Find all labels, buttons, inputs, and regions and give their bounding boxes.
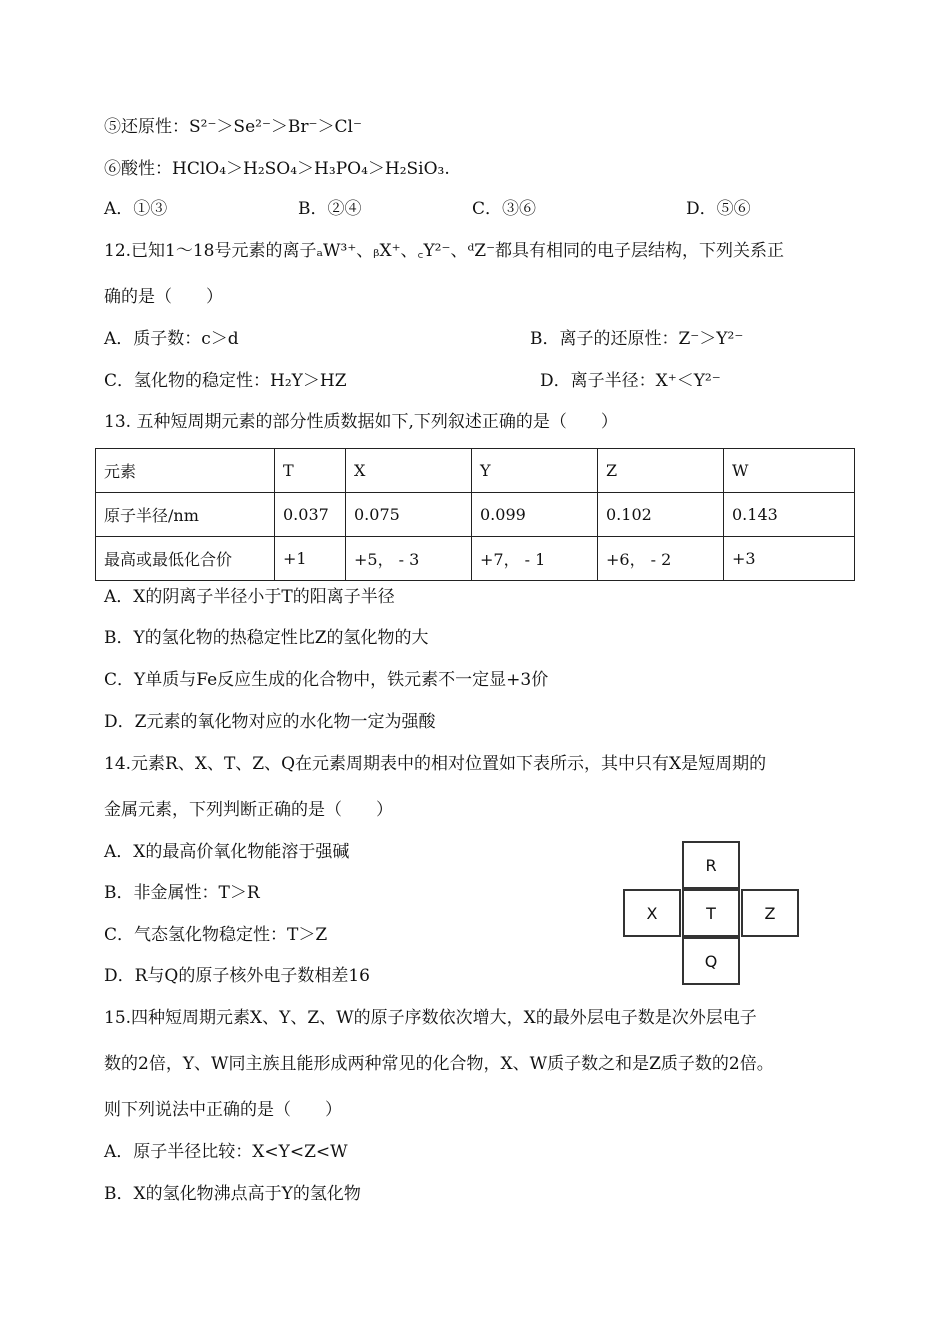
table-cell: +3 xyxy=(724,537,855,581)
q12-stem-line2: 确的是（ ） xyxy=(104,287,223,307)
q11-option-a: A．①③ xyxy=(104,199,168,219)
table-row xyxy=(96,493,855,537)
q11-item6: ⑥酸性：HClO₄＞H₂SO₄＞H₃PO₄＞H₂SiO₃. xyxy=(104,159,450,179)
table-cell: 0.143 xyxy=(724,493,855,537)
q12-stem-line1: 12.已知1～18号元素的离子ₐW³⁺、ᵦX⁺、꜀Y²⁻、ᵈZ⁻都具有相同的电子层结构，下列关系正 xyxy=(104,241,785,261)
grid-cell-x: X xyxy=(623,889,681,937)
table-cell: 最高或最低化合价 xyxy=(96,537,275,581)
q11-option-c: C．③⑥ xyxy=(472,199,537,219)
q11-option-b: B．②④ xyxy=(298,199,362,219)
q14-stem-line2: 金属元素，下列判断正确的是（ ） xyxy=(104,800,393,820)
table-cell: 元素 xyxy=(96,449,275,493)
q14-option-a: A．X的最高价氧化物能溶于强碱 xyxy=(104,842,350,862)
grid-cell-z: Z xyxy=(741,889,799,937)
q14-stem-line1: 14.元素R、X、T、Z、Q在元素周期表中的相对位置如下表所示，其中只有X是短周期的 xyxy=(104,754,767,774)
q12-option-a: A．质子数：c＞d xyxy=(104,329,239,349)
table-cell: Z xyxy=(598,449,724,493)
table-cell: +5， - 3 xyxy=(346,537,472,581)
q15-option-a: A．原子半径比较：X<Y<Z<W xyxy=(104,1142,348,1162)
q13-option-d: D．Z元素的氧化物对应的水化物一定为强酸 xyxy=(104,712,436,732)
table-cell: 0.037 xyxy=(275,493,346,537)
table-cell: W xyxy=(724,449,855,493)
element-properties-table xyxy=(95,448,855,581)
table-cell: 0.075 xyxy=(346,493,472,537)
q11-item5: ⑤还原性：S²⁻＞Se²⁻＞Br⁻＞Cl⁻ xyxy=(104,117,362,137)
q11-option-d: D．⑤⑥ xyxy=(686,199,751,219)
table-cell: 0.099 xyxy=(472,493,598,537)
table-cell: +6， - 2 xyxy=(598,537,724,581)
q13-option-c: C．Y单质与Fe反应生成的化合物中，铁元素不一定显+3价 xyxy=(104,670,549,690)
q15-stem-line3: 则下列说法中正确的是（ ） xyxy=(104,1100,342,1120)
q14-option-d: D．R与Q的原子核外电子数相差16 xyxy=(104,966,370,986)
q14-option-c: C．气态氢化物稳定性：T＞Z xyxy=(104,925,328,945)
table-cell: X xyxy=(346,449,472,493)
q13-option-b: B．Y的氢化物的热稳定性比Z的氢化物的大 xyxy=(104,628,429,648)
table-cell: 原子半径/nm xyxy=(96,493,275,537)
q12-option-b: B．离子的还原性：Z⁻＞Y²⁻ xyxy=(530,329,744,349)
table-cell: 0.102 xyxy=(598,493,724,537)
q15-option-b: B．X的氢化物沸点高于Y的氢化物 xyxy=(104,1184,361,1204)
grid-cell-r: R xyxy=(682,841,740,889)
q12-option-c: C．氢化物的稳定性：H₂Y＞HZ xyxy=(104,371,347,391)
table-header-row xyxy=(96,449,855,493)
q12-option-d: D．离子半径：X⁺＜Y²⁻ xyxy=(540,371,721,391)
q15-stem-line2: 数的2倍，Y、W同主族且能形成两种常见的化合物，X、W质子数之和是Z质子数的2倍。 xyxy=(104,1054,774,1074)
table-cell: +1 xyxy=(275,537,346,581)
q14-option-b: B．非金属性：T＞R xyxy=(104,883,260,903)
table-cell: T xyxy=(275,449,346,493)
q15-stem-line1: 15.四种短周期元素X、Y、Z、W的原子序数依次增大，X的最外层电子数是次外层电子 xyxy=(104,1008,757,1028)
q13-option-a: A．X的阴离子半径小于T的阳离子半径 xyxy=(104,587,395,607)
grid-cell-t: T xyxy=(682,889,740,937)
q13-stem: 13. 五种短周期元素的部分性质数据如下,下列叙述正确的是（ ） xyxy=(104,412,618,432)
table-row xyxy=(96,537,855,581)
table-cell: Y xyxy=(472,449,598,493)
grid-cell-q: Q xyxy=(682,937,740,985)
table-cell: +7， - 1 xyxy=(472,537,598,581)
